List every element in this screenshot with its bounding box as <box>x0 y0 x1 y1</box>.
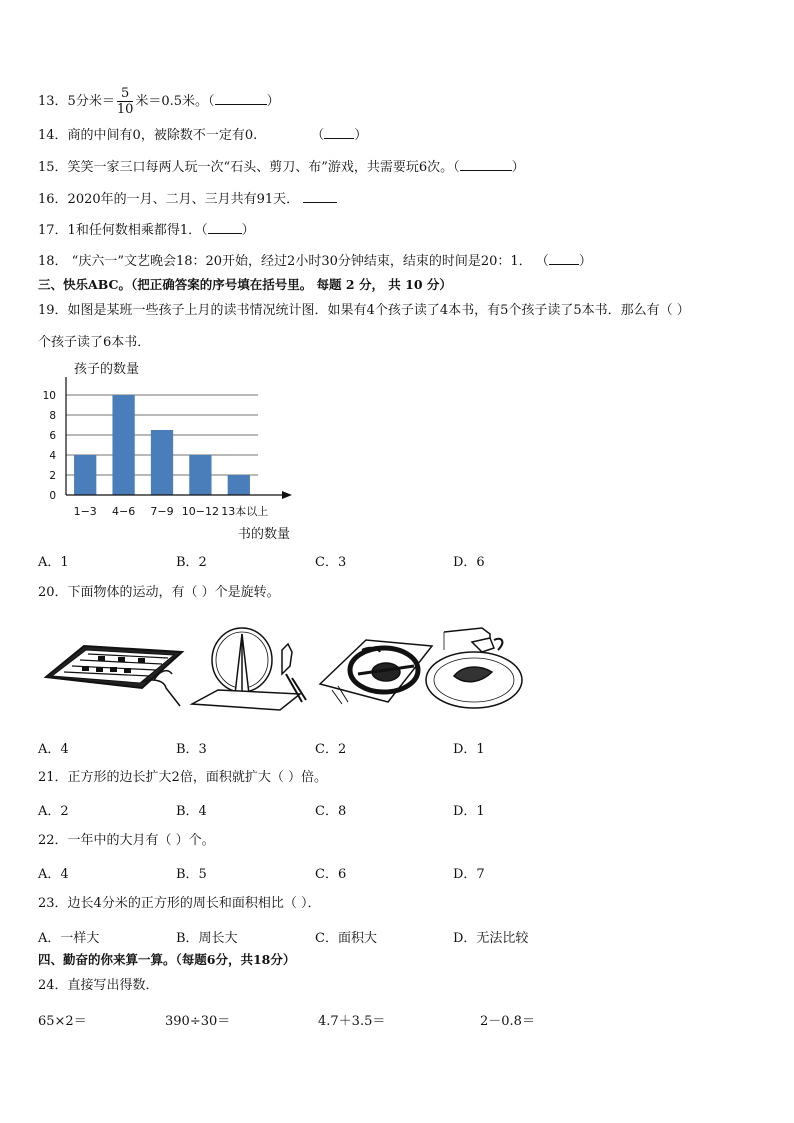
q22-option-b[interactable]: B．5 <box>176 867 207 882</box>
y-tick-label: 10 <box>42 390 56 402</box>
calc-item-1: 65×2＝ <box>38 1014 87 1029</box>
q18-text: 18． “庆六一”文艺晚会18：20开始，经过2小时30分钟结束，结束的时间是20：1． （ <box>38 254 549 269</box>
q15-close-paren: ） <box>511 160 525 175</box>
question-21: 21．正方形的边长扩大2倍，面积就扩大（ ）倍。 <box>38 770 327 785</box>
answer-blank-17[interactable] <box>208 219 242 234</box>
answer-blank-18[interactable] <box>549 250 579 265</box>
q23-option-d[interactable]: D．无法比较 <box>453 931 529 946</box>
chart-ylabel: 孩子的数量 <box>74 362 140 377</box>
question-23: 23．边长4分米的正方形的周长和面积相比（ ）． <box>38 896 321 911</box>
q19-option-c[interactable]: C．3 <box>315 555 347 570</box>
x-axis-arrow <box>282 491 292 499</box>
section-3-title: 三、快乐ABC。（把正确答案的序号填在括号里。 每题 2 分， 共 10 分） <box>38 277 452 292</box>
x-tick-label: 7−9 <box>150 505 174 518</box>
question-16 <box>38 188 337 209</box>
q21-option-b[interactable]: B．4 <box>176 804 207 819</box>
question-15 <box>38 156 525 177</box>
q20-option-a[interactable]: A．4 <box>38 742 69 757</box>
q19-option-b[interactable]: B．2 <box>176 555 207 570</box>
x-tick-label: 10−12 <box>181 505 220 518</box>
calc-item-3: 4.7＋3.5＝ <box>318 1014 386 1029</box>
fraction-5-10 <box>117 86 134 117</box>
fraction-denominator: 10 <box>116 102 134 117</box>
calc-item-4: 2－0.8＝ <box>480 1014 535 1029</box>
bar-1 <box>112 395 134 495</box>
q17-close-paren: ） <box>241 223 255 238</box>
answer-blank-14[interactable] <box>324 124 354 139</box>
question-20: 20．下面物体的运动，有（ ）个是旋转。 <box>38 585 280 600</box>
q22-option-a[interactable]: A．4 <box>38 867 69 882</box>
q20-option-b[interactable]: B．3 <box>176 742 207 757</box>
q22-option-d[interactable]: D．7 <box>453 867 485 882</box>
q21-option-d[interactable]: D．1 <box>453 804 485 819</box>
bar-4 <box>228 475 250 495</box>
q21-option-c[interactable]: C．8 <box>315 804 347 819</box>
abacus-picture <box>46 646 182 706</box>
question-19-line2: 个孩子读了6本书． <box>38 335 151 350</box>
question-24: 24．直接写出得数． <box>38 978 159 993</box>
question-18 <box>38 250 592 271</box>
answer-blank-15[interactable] <box>460 156 512 171</box>
y-tick-label: 4 <box>49 450 56 462</box>
faucet-picture <box>426 628 522 708</box>
q20-option-d[interactable]: D．1 <box>453 742 485 757</box>
q21-option-a[interactable]: A．2 <box>38 804 69 819</box>
question-22: 22．一年中的大月有（ ）个。 <box>38 833 215 848</box>
q16-text: 16．2020年的一月、二月、三月共有91天． <box>38 192 300 207</box>
y-tick-label: 0 <box>49 490 56 502</box>
x-tick-label: 1−3 <box>73 505 97 518</box>
q19-option-a[interactable]: A．1 <box>38 555 69 570</box>
q14-close-paren: ） <box>354 128 368 143</box>
q23-option-c[interactable]: C．面积大 <box>315 931 377 946</box>
bar-2 <box>151 430 173 495</box>
q17-text: 17．1和任何数相乘都得1．（ <box>38 223 208 238</box>
reading-bar-chart <box>30 355 320 545</box>
q13-suffix: 米＝0.5米。（ <box>135 94 215 109</box>
y-tick-label: 8 <box>49 410 56 422</box>
q23-option-b[interactable]: B．周长大 <box>176 931 238 946</box>
question-13 <box>38 86 280 117</box>
section-4-title: 四、勤奋的你来算一算。（每题6分，共18分） <box>38 952 296 967</box>
answer-blank-13[interactable] <box>215 90 267 105</box>
steering-wheel-picture <box>320 640 432 704</box>
q13-prefix: 13．5分米＝ <box>38 94 115 109</box>
question-19-line1: 19．如图是某班一些孩子上月的读书情况统计图．如果有4个孩子读了4本书，有5个孩子读了5本书．那么有（ ） <box>38 303 690 318</box>
x-tick-label: 13本以上 <box>221 505 269 518</box>
globe-picture <box>192 628 306 710</box>
answer-blank-16[interactable] <box>303 188 337 203</box>
q15-text: 15．笑笑一家三口每两人玩一次“石头、剪刀、布”游戏，共需要玩6次。（ <box>38 160 460 175</box>
q19-option-d[interactable]: D．6 <box>453 555 485 570</box>
question-17 <box>38 219 255 240</box>
x-tick-label: 4−6 <box>111 505 136 518</box>
y-tick-label: 2 <box>49 470 56 482</box>
bar-3 <box>189 455 211 495</box>
q14-open-paren: （ <box>311 128 325 143</box>
y-tick-label: 6 <box>49 430 56 442</box>
q22-option-c[interactable]: C．6 <box>315 867 347 882</box>
chart-xlabel: 书的数量 <box>238 527 291 542</box>
q20-option-c[interactable]: C．2 <box>315 742 347 757</box>
motion-pictures <box>42 622 532 717</box>
q13-close-paren: ） <box>266 94 280 109</box>
question-14 <box>38 124 367 145</box>
q18-close-paren: ） <box>578 254 592 269</box>
calc-item-2: 390÷30＝ <box>165 1014 231 1029</box>
fraction-numerator: 5 <box>117 86 134 102</box>
bar-0 <box>74 455 96 495</box>
q14-text: 14．商的中间有0，被除数不一定有0. <box>38 128 258 143</box>
q23-option-a[interactable]: A．一样大 <box>38 931 100 946</box>
